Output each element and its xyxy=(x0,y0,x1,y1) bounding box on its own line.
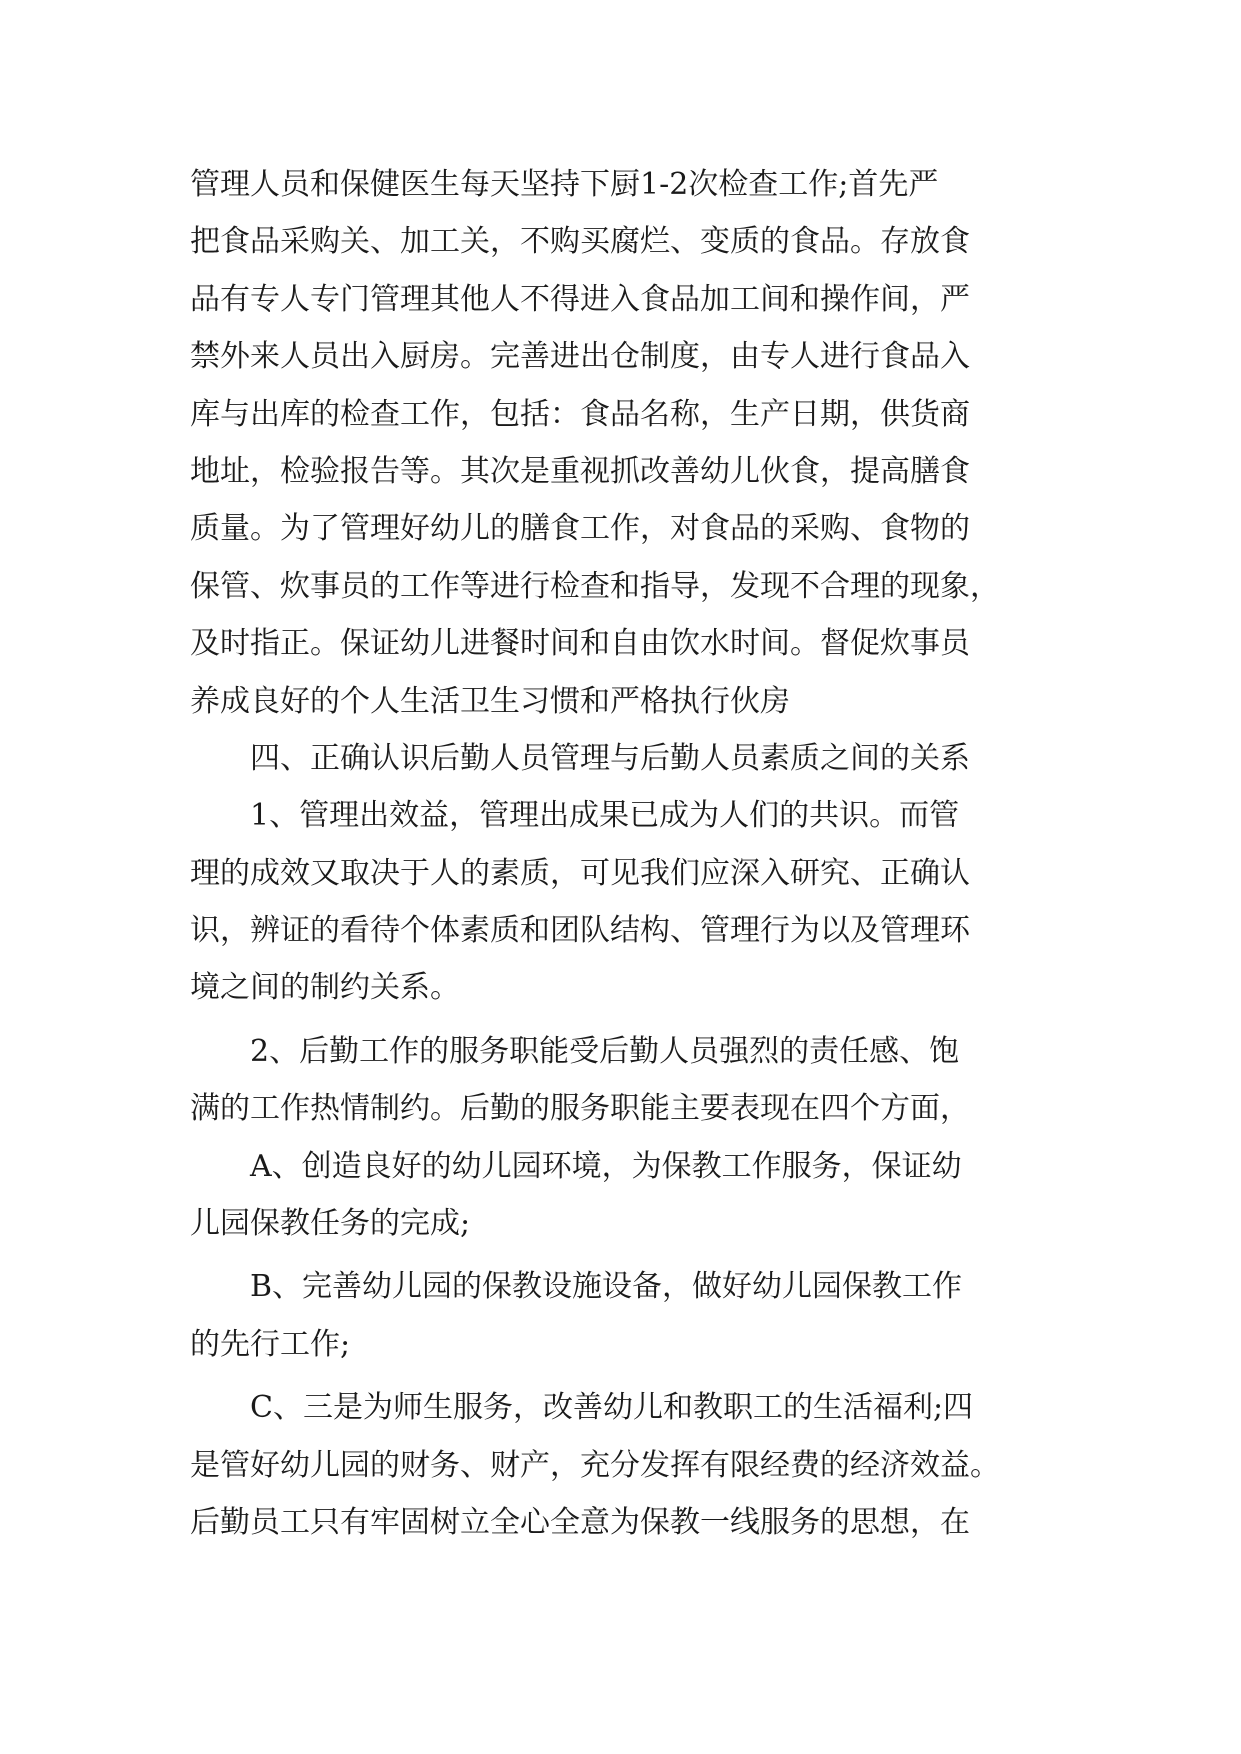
text-line: 1、管理出效益，管理出成果已成为人们的共识。而管 xyxy=(250,798,960,834)
text-line: C、三是为师生服务，改善幼儿和教职工的生活福利;四 xyxy=(250,1390,974,1426)
text-line: 禁外来人员出入厨房。完善进出仓制度，由专人进行食品入 xyxy=(190,339,970,375)
text-line: A、创造良好的幼儿园环境，为保教工作服务，保证幼 xyxy=(250,1148,962,1184)
text-line: 保管、炊事员的工作等进行检查和指导，发现不合理的现象， xyxy=(190,568,1000,604)
text-line: 养成良好的个人生活卫生习惯和严格执行伙房 xyxy=(190,683,790,719)
text-line: 把食品采购关、加工关，不购买腐烂、变质的食品。存放食 xyxy=(190,224,970,260)
text-line: 后勤员工只有牢固树立全心全意为保教一线服务的思想，在 xyxy=(190,1504,970,1540)
section-heading: 四、正确认识后勤人员管理与后勤人员素质之间的关系 xyxy=(250,740,970,776)
text-line: 质量。为了管理好幼儿的膳食工作，对食品的采购、食物的 xyxy=(190,511,970,547)
text-line: 满的工作热情制约。后勤的服务职能主要表现在四个方面， xyxy=(190,1091,970,1127)
text-line: 境之间的制约关系。 xyxy=(190,970,460,1006)
text-line: B、完善幼儿园的保教设施设备，做好幼儿园保教工作 xyxy=(250,1269,963,1305)
text-line: 理的成效又取决于人的素质，可见我们应深入研究、正确认 xyxy=(190,855,970,891)
text-line: 品有专人专门管理其他人不得进入食品加工间和操作间，严 xyxy=(190,281,970,317)
text-line: 识，辨证的看待个体素质和团队结构、管理行为以及管理环 xyxy=(190,913,970,949)
text-line: 库与出库的检查工作，包括：食品名称，生产日期，供货商 xyxy=(190,396,970,432)
document-body xyxy=(190,156,1050,1551)
text-line: 管理人员和保健医生每天坚持下厨1-2次检查工作;首先严 xyxy=(190,167,939,202)
text-line: 2、后勤工作的服务职能受后勤人员强烈的责任感、饱 xyxy=(250,1033,960,1069)
text-line: 儿园保教任务的完成; xyxy=(190,1206,471,1242)
text-line: 是管好幼儿园的财务、财产，充分发挥有限经费的经济效益。 xyxy=(190,1447,1000,1483)
text-line: 地址，检验报告等。其次是重视抓改善幼儿伙食，提高膳食 xyxy=(190,453,970,489)
text-line: 的先行工作; xyxy=(190,1326,351,1362)
text-line: 及时指正。保证幼儿进餐时间和自由饮水时间。督促炊事员 xyxy=(190,626,970,662)
